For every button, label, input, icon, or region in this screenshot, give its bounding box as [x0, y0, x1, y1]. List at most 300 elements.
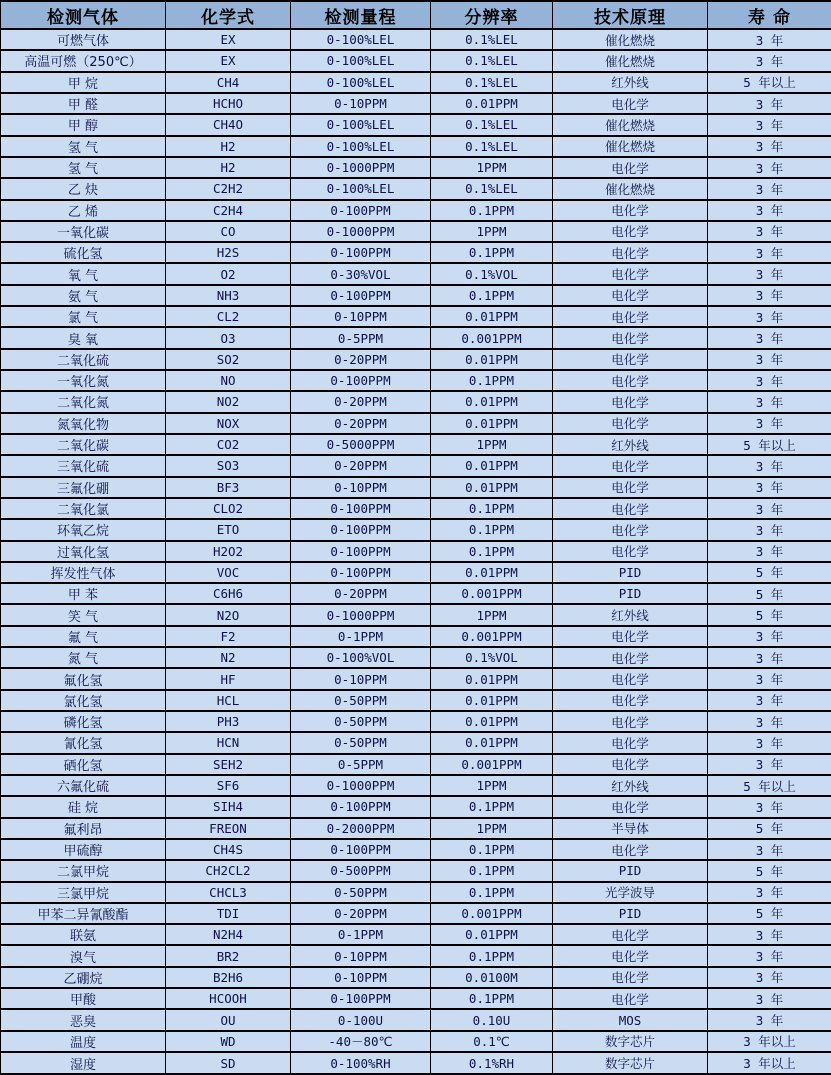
cell-range: 0-20PPM [291, 455, 431, 476]
cell-gas: 三氯甲烷 [1, 882, 166, 903]
cell-formula: HF [166, 668, 291, 689]
cell-principle: 电化学 [553, 200, 708, 221]
cell-resolution: 0.01PPM [431, 690, 553, 711]
cell-lifespan: 3 年 [708, 690, 831, 711]
table-row [1, 882, 831, 903]
cell-lifespan: 3 年 [708, 349, 831, 370]
cell-resolution: 0.01PPM [431, 711, 553, 732]
cell-lifespan: 5 年 [708, 903, 831, 924]
cell-resolution: 0.1PPM [431, 839, 553, 860]
cell-lifespan: 3 年 [708, 924, 831, 945]
cell-formula: NOX [166, 413, 291, 434]
cell-resolution: 0.1%LEL [431, 178, 553, 199]
cell-resolution: 0.001PPM [431, 327, 553, 348]
cell-principle: 电化学 [553, 455, 708, 476]
cell-principle: 红外线 [553, 775, 708, 796]
cell-principle: 电化学 [553, 285, 708, 306]
cell-gas: 氯化氢 [1, 690, 166, 711]
cell-resolution: 0.001PPM [431, 903, 553, 924]
table-row [1, 903, 831, 924]
cell-lifespan: 5 年 [708, 818, 831, 839]
cell-formula: CHCL3 [166, 882, 291, 903]
cell-range: 0-10PPM [291, 945, 431, 966]
cell-gas: 过氧化氢 [1, 541, 166, 562]
cell-lifespan: 3 年 [708, 626, 831, 647]
cell-lifespan: 3 年 [708, 988, 831, 1009]
cell-principle: 电化学 [553, 668, 708, 689]
cell-lifespan: 3 年 [708, 221, 831, 242]
table-row [1, 434, 831, 455]
table-row [1, 136, 831, 157]
header-cell-range: 检测量程 [291, 1, 431, 29]
cell-formula: OU [166, 1009, 291, 1030]
cell-range: 0-5PPM [291, 327, 431, 348]
cell-range: 0-1000PPM [291, 604, 431, 625]
table-row [1, 924, 831, 945]
cell-formula: BR2 [166, 945, 291, 966]
cell-range: 0-50PPM [291, 711, 431, 732]
cell-gas: 氟利昂 [1, 818, 166, 839]
cell-range: 0-100PPM [291, 498, 431, 519]
cell-range: 0-1PPM [291, 924, 431, 945]
cell-formula: NH3 [166, 285, 291, 306]
cell-formula: B2H6 [166, 967, 291, 988]
cell-range: 0-30%VOL [291, 263, 431, 284]
cell-resolution: 0.1PPM [431, 498, 553, 519]
cell-formula: SO3 [166, 455, 291, 476]
table-row [1, 796, 831, 817]
cell-lifespan: 3 年 [708, 839, 831, 860]
cell-principle: PID [553, 583, 708, 604]
cell-lifespan: 3 年 [708, 732, 831, 753]
cell-gas: 硫化氢 [1, 242, 166, 263]
cell-principle: 电化学 [553, 413, 708, 434]
cell-principle: 红外线 [553, 604, 708, 625]
table-row [1, 72, 831, 93]
cell-range: 0-100%LEL [291, 136, 431, 157]
cell-gas: 乙 炔 [1, 178, 166, 199]
cell-range: 0-100PPM [291, 519, 431, 540]
cell-gas: 磷化氢 [1, 711, 166, 732]
cell-resolution: 0.1%RH [431, 1052, 553, 1074]
cell-gas: 二氧化硫 [1, 349, 166, 370]
cell-gas: 三氧化硫 [1, 455, 166, 476]
cell-resolution: 1PPM [431, 221, 553, 242]
table-row [1, 477, 831, 498]
cell-gas: 乙 烯 [1, 200, 166, 221]
cell-range: 0-100PPM [291, 370, 431, 391]
cell-range: 0-10PPM [291, 93, 431, 114]
cell-formula: CL2 [166, 306, 291, 327]
cell-formula: C6H6 [166, 583, 291, 604]
cell-lifespan: 5 年以上 [708, 72, 831, 93]
cell-gas: 可燃气体 [1, 29, 166, 50]
cell-lifespan: 3 年 [708, 796, 831, 817]
table-row [1, 626, 831, 647]
cell-range: 0-100PPM [291, 796, 431, 817]
cell-resolution: 0.01PPM [431, 306, 553, 327]
cell-gas: 氧 气 [1, 263, 166, 284]
cell-gas: 氢 气 [1, 136, 166, 157]
cell-gas: 硒化氢 [1, 754, 166, 775]
table-row [1, 1009, 831, 1030]
cell-gas: 甲硫醇 [1, 839, 166, 860]
table-row [1, 221, 831, 242]
table-row [1, 285, 831, 306]
cell-formula: CO2 [166, 434, 291, 455]
cell-resolution: 0.10U [431, 1009, 553, 1030]
cell-resolution: 1PPM [431, 604, 553, 625]
table-row [1, 668, 831, 689]
cell-gas: 氟化氢 [1, 668, 166, 689]
cell-resolution: 0.01PPM [431, 477, 553, 498]
cell-resolution: 0.001PPM [431, 626, 553, 647]
cell-resolution: 0.1%LEL [431, 136, 553, 157]
cell-lifespan: 3 年 [708, 967, 831, 988]
cell-principle: 电化学 [553, 370, 708, 391]
cell-principle: 催化燃烧 [553, 136, 708, 157]
cell-formula: H2 [166, 157, 291, 178]
cell-lifespan: 3 年 [708, 541, 831, 562]
cell-range: 0-100PPM [291, 200, 431, 221]
cell-lifespan: 3 年 [708, 754, 831, 775]
cell-lifespan: 3 年 [708, 370, 831, 391]
cell-gas: 氮氧化物 [1, 413, 166, 434]
cell-range: 0-10PPM [291, 967, 431, 988]
cell-principle: PID [553, 903, 708, 924]
cell-principle: 电化学 [553, 221, 708, 242]
cell-range: 0-1PPM [291, 626, 431, 647]
cell-lifespan: 3 年 [708, 1009, 831, 1030]
cell-principle: 电化学 [553, 988, 708, 1009]
cell-range: 0-20PPM [291, 583, 431, 604]
cell-gas: 笑 气 [1, 604, 166, 625]
cell-resolution: 0.1%LEL [431, 29, 553, 50]
cell-resolution: 0.01PPM [431, 455, 553, 476]
cell-gas: 乙硼烷 [1, 967, 166, 988]
cell-lifespan: 5 年 [708, 583, 831, 604]
header-cell-formula: 化学式 [166, 1, 291, 29]
cell-resolution: 0.0100M [431, 967, 553, 988]
cell-resolution: 0.1PPM [431, 541, 553, 562]
cell-formula: NO [166, 370, 291, 391]
cell-principle: 电化学 [553, 647, 708, 668]
cell-range: 0-10PPM [291, 477, 431, 498]
cell-resolution: 0.1%VOL [431, 647, 553, 668]
cell-range: 0-500PPM [291, 860, 431, 881]
cell-lifespan: 3 年 [708, 519, 831, 540]
table-row [1, 306, 831, 327]
cell-resolution: 0.01PPM [431, 349, 553, 370]
cell-lifespan: 3 年 [708, 157, 831, 178]
cell-principle: 电化学 [553, 327, 708, 348]
cell-principle: 电化学 [553, 967, 708, 988]
table-row [1, 860, 831, 881]
cell-lifespan: 3 年 [708, 93, 831, 114]
cell-gas: 氟 气 [1, 626, 166, 647]
cell-gas: 氢 气 [1, 157, 166, 178]
cell-lifespan: 5 年 [708, 604, 831, 625]
cell-lifespan: 3 年 [708, 498, 831, 519]
cell-principle: 电化学 [553, 263, 708, 284]
cell-gas: 二氯甲烷 [1, 860, 166, 881]
cell-resolution: 0.1PPM [431, 860, 553, 881]
cell-gas: 氯 气 [1, 306, 166, 327]
cell-lifespan: 3 年 [708, 306, 831, 327]
cell-lifespan: 5 年 [708, 860, 831, 881]
cell-principle: 电化学 [553, 690, 708, 711]
table-row [1, 413, 831, 434]
cell-principle: 数字芯片 [553, 1031, 708, 1052]
table-row [1, 200, 831, 221]
cell-range: 0-1000PPM [291, 221, 431, 242]
cell-principle: 数字芯片 [553, 1052, 708, 1074]
cell-lifespan: 3 年 [708, 136, 831, 157]
table-row [1, 50, 831, 71]
cell-gas: 二氧化氯 [1, 498, 166, 519]
table-row [1, 711, 831, 732]
table-row [1, 157, 831, 178]
cell-resolution: 0.1PPM [431, 200, 553, 221]
cell-resolution: 0.1PPM [431, 988, 553, 1009]
cell-lifespan: 3 年以上 [708, 1052, 831, 1074]
cell-lifespan: 5 年以上 [708, 434, 831, 455]
cell-lifespan: 3 年 [708, 200, 831, 221]
cell-formula: CH4 [166, 72, 291, 93]
cell-gas: 臭 氧 [1, 327, 166, 348]
cell-resolution: 0.1%LEL [431, 50, 553, 71]
cell-resolution: 0.1%LEL [431, 72, 553, 93]
cell-resolution: 0.1PPM [431, 519, 553, 540]
cell-resolution: 0.1%LEL [431, 114, 553, 135]
table-body [1, 29, 831, 1074]
cell-range: 0-100%LEL [291, 114, 431, 135]
cell-range: -40－80℃ [291, 1031, 431, 1052]
cell-gas: 氨 气 [1, 285, 166, 306]
cell-principle: 电化学 [553, 498, 708, 519]
cell-formula: SIH4 [166, 796, 291, 817]
table-row [1, 988, 831, 1009]
cell-formula: HCN [166, 732, 291, 753]
cell-principle: PID [553, 562, 708, 583]
cell-gas: 湿度 [1, 1052, 166, 1074]
cell-resolution: 0.01PPM [431, 924, 553, 945]
cell-resolution: 0.1℃ [431, 1031, 553, 1052]
cell-formula: N2 [166, 647, 291, 668]
table-row [1, 327, 831, 348]
cell-range: 0-50PPM [291, 732, 431, 753]
table-row [1, 647, 831, 668]
cell-gas: 挥发性气体 [1, 562, 166, 583]
table-row [1, 178, 831, 199]
cell-principle: 电化学 [553, 796, 708, 817]
cell-range: 0-1000PPM [291, 775, 431, 796]
table-row [1, 562, 831, 583]
cell-formula: PH3 [166, 711, 291, 732]
cell-formula: SF6 [166, 775, 291, 796]
cell-principle: 半导体 [553, 818, 708, 839]
cell-range: 0-100%RH [291, 1052, 431, 1074]
cell-principle: 电化学 [553, 519, 708, 540]
cell-resolution: 0.01PPM [431, 391, 553, 412]
table-row [1, 839, 831, 860]
cell-gas: 一氧化氮 [1, 370, 166, 391]
cell-formula: HCL [166, 690, 291, 711]
cell-gas: 甲 醛 [1, 93, 166, 114]
cell-principle: 电化学 [553, 541, 708, 562]
cell-formula: H2 [166, 136, 291, 157]
cell-formula: HCOOH [166, 988, 291, 1009]
cell-gas: 温度 [1, 1031, 166, 1052]
cell-range: 0-20PPM [291, 391, 431, 412]
cell-range: 0-50PPM [291, 882, 431, 903]
cell-principle: 电化学 [553, 839, 708, 860]
cell-range: 0-100%LEL [291, 29, 431, 50]
table-row [1, 391, 831, 412]
cell-gas: 氰化氢 [1, 732, 166, 753]
cell-principle: 电化学 [553, 754, 708, 775]
cell-principle: 电化学 [553, 93, 708, 114]
cell-formula: C2H2 [166, 178, 291, 199]
table-header [1, 1, 831, 29]
cell-principle: MOS [553, 1009, 708, 1030]
cell-principle: 电化学 [553, 626, 708, 647]
cell-range: 0-100PPM [291, 562, 431, 583]
cell-resolution: 0.01PPM [431, 668, 553, 689]
cell-formula: CH2CL2 [166, 860, 291, 881]
cell-gas: 硅 烷 [1, 796, 166, 817]
header-row [1, 1, 831, 29]
cell-gas: 环氧乙烷 [1, 519, 166, 540]
cell-lifespan: 3 年 [708, 50, 831, 71]
cell-principle: 电化学 [553, 732, 708, 753]
cell-lifespan: 3 年 [708, 285, 831, 306]
cell-resolution: 0.01PPM [431, 732, 553, 753]
cell-principle: 电化学 [553, 242, 708, 263]
cell-principle: 电化学 [553, 945, 708, 966]
cell-formula: N2H4 [166, 924, 291, 945]
cell-formula: C2H4 [166, 200, 291, 221]
table-row [1, 114, 831, 135]
table-row [1, 541, 831, 562]
cell-gas: 一氧化碳 [1, 221, 166, 242]
cell-lifespan: 3 年 [708, 945, 831, 966]
cell-range: 0-10PPM [291, 306, 431, 327]
cell-formula: H2O2 [166, 541, 291, 562]
cell-formula: BF3 [166, 477, 291, 498]
table-row [1, 818, 831, 839]
cell-principle: 电化学 [553, 924, 708, 945]
cell-formula: SO2 [166, 349, 291, 370]
cell-lifespan: 3 年 [708, 668, 831, 689]
cell-resolution: 1PPM [431, 434, 553, 455]
cell-principle: 红外线 [553, 434, 708, 455]
table-row [1, 29, 831, 50]
cell-principle: 催化燃烧 [553, 114, 708, 135]
table-row [1, 263, 831, 284]
cell-lifespan: 3 年 [708, 29, 831, 50]
table-row [1, 519, 831, 540]
cell-range: 0-100%VOL [291, 647, 431, 668]
cell-formula: SEH2 [166, 754, 291, 775]
cell-range: 0-100%LEL [291, 72, 431, 93]
table-row [1, 93, 831, 114]
cell-lifespan: 3 年 [708, 477, 831, 498]
cell-formula: HCHO [166, 93, 291, 114]
cell-resolution: 0.01PPM [431, 93, 553, 114]
cell-resolution: 0.1PPM [431, 242, 553, 263]
cell-principle: PID [553, 860, 708, 881]
cell-gas: 恶臭 [1, 1009, 166, 1030]
cell-lifespan: 3 年 [708, 263, 831, 284]
cell-lifespan: 3 年 [708, 391, 831, 412]
cell-gas: 氮 气 [1, 647, 166, 668]
cell-gas: 甲 烷 [1, 72, 166, 93]
cell-resolution: 1PPM [431, 157, 553, 178]
cell-lifespan: 5 年以上 [708, 775, 831, 796]
cell-principle: 电化学 [553, 349, 708, 370]
cell-principle: 催化燃烧 [553, 29, 708, 50]
cell-lifespan: 3 年 [708, 413, 831, 434]
cell-gas: 六氟化硫 [1, 775, 166, 796]
cell-principle: 红外线 [553, 72, 708, 93]
cell-formula: EX [166, 29, 291, 50]
cell-lifespan: 3 年以上 [708, 1031, 831, 1052]
cell-gas: 甲酸 [1, 988, 166, 1009]
cell-range: 0-1000PPM [291, 157, 431, 178]
table-row [1, 370, 831, 391]
cell-principle: 电化学 [553, 157, 708, 178]
table-row [1, 732, 831, 753]
cell-formula: VOC [166, 562, 291, 583]
table-row [1, 945, 831, 966]
cell-principle: 电化学 [553, 477, 708, 498]
cell-formula: CO [166, 221, 291, 242]
cell-range: 0-100PPM [291, 541, 431, 562]
table-row [1, 690, 831, 711]
cell-range: 0-100PPM [291, 285, 431, 306]
table-row [1, 604, 831, 625]
cell-range: 0-100U [291, 1009, 431, 1030]
cell-resolution: 0.01PPM [431, 413, 553, 434]
cell-lifespan: 3 年 [708, 882, 831, 903]
cell-gas: 甲 苯 [1, 583, 166, 604]
cell-formula: TDI [166, 903, 291, 924]
table-row [1, 1052, 831, 1074]
cell-range: 0-20PPM [291, 349, 431, 370]
cell-formula: CH4S [166, 839, 291, 860]
cell-range: 0-10PPM [291, 668, 431, 689]
cell-range: 0-20PPM [291, 903, 431, 924]
cell-lifespan: 3 年 [708, 242, 831, 263]
cell-gas: 溴气 [1, 945, 166, 966]
cell-formula: WD [166, 1031, 291, 1052]
cell-principle: 电化学 [553, 391, 708, 412]
cell-formula: H2S [166, 242, 291, 263]
cell-range: 0-100PPM [291, 839, 431, 860]
table-row [1, 498, 831, 519]
cell-formula: O2 [166, 263, 291, 284]
table-row [1, 349, 831, 370]
cell-range: 0-100PPM [291, 242, 431, 263]
cell-range: 0-50PPM [291, 690, 431, 711]
table-row [1, 967, 831, 988]
cell-formula: CH4O [166, 114, 291, 135]
cell-resolution: 1PPM [431, 775, 553, 796]
cell-principle: 催化燃烧 [553, 50, 708, 71]
cell-lifespan: 3 年 [708, 327, 831, 348]
cell-gas: 高温可燃（250℃） [1, 50, 166, 71]
